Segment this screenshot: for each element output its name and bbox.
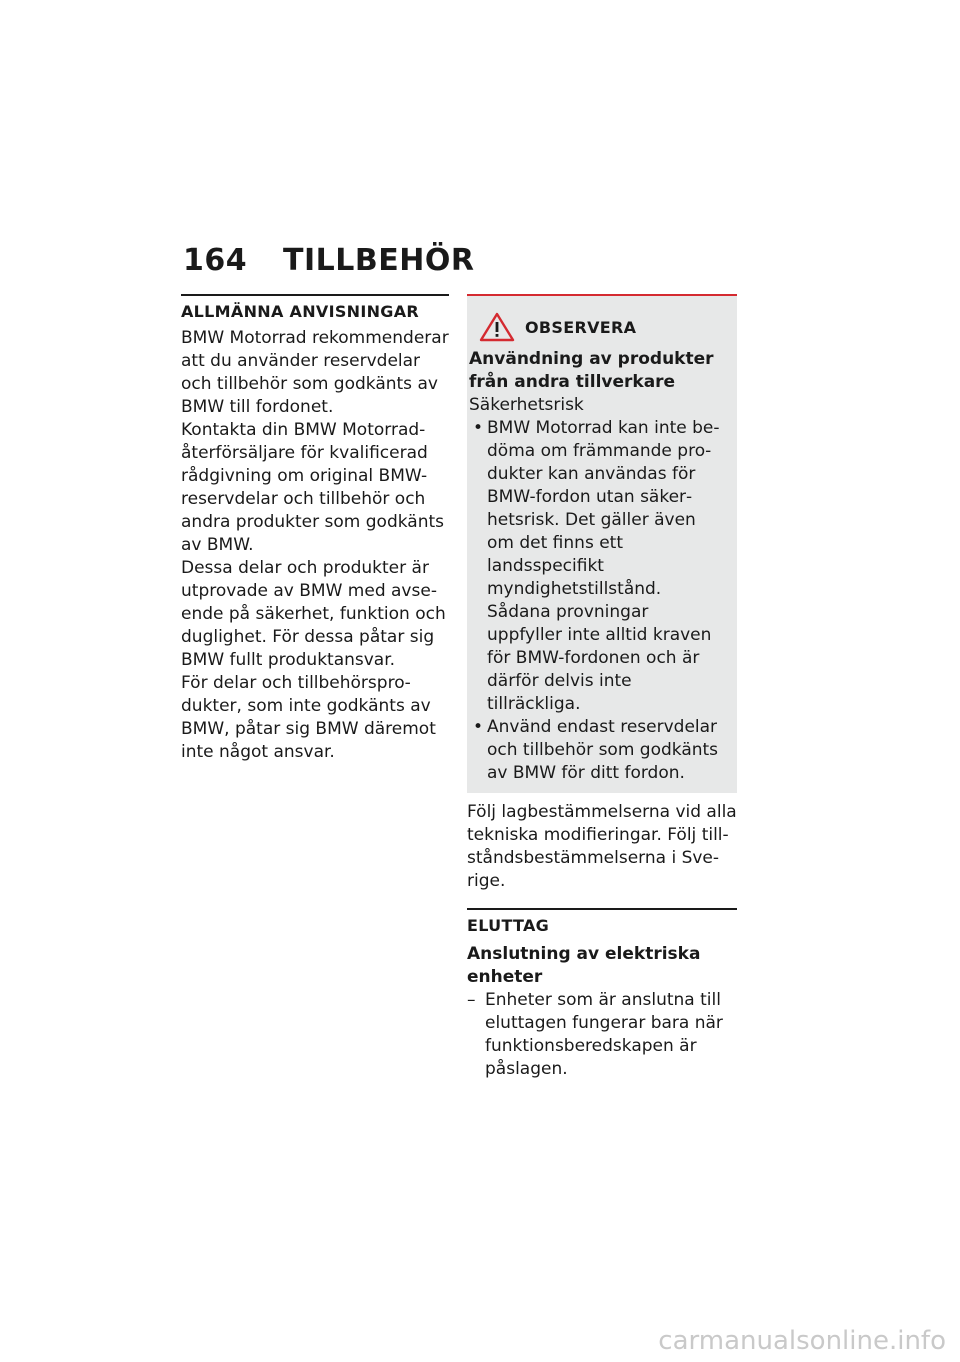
- paragraph-contact: Kontakta din BMW Motorrad-återförsäljare för kvalificerad rådgivning om original BMW-reservdelar och tillbehör och andra produkter som godkänts av BMW.: [181, 420, 444, 555]
- bullet-mark: •: [473, 418, 484, 438]
- left-column: [181, 294, 449, 764]
- section-title-socket: ELUTTAG: [467, 908, 737, 937]
- bullet-mark: •: [473, 717, 484, 737]
- paragraph-liability: För delar och tillbehörsprodukter, som inte godkänts av BMW, påtar sig BMW däremot inte något ansvar.: [181, 673, 436, 762]
- dash-mark: –: [467, 990, 476, 1010]
- list-item-text: Använd endast reservdelar och tillbehör som godkänts av BMW för ditt fordon.: [487, 717, 719, 783]
- section-socket: [467, 908, 737, 1081]
- page-number: 164: [183, 243, 248, 278]
- list-item-text: Enheter som är anslutna till eluttagen fungerar bara när funktionsberedskapen är påslagen.: [485, 990, 723, 1079]
- right-column: [467, 294, 737, 1081]
- warning-triangle-icon: [479, 312, 515, 342]
- warning-note-box: [467, 294, 737, 793]
- list-item: [469, 716, 727, 785]
- paragraph-recommendation: BMW Motorrad rekommenderar att du använder reservdelar och tillbehör som godkänts av BMW till fordonet.: [181, 328, 449, 417]
- note-list: [469, 417, 727, 785]
- list-item: [467, 989, 737, 1081]
- note-heading: Användning av produkter från andra tillverkare: [469, 349, 714, 392]
- watermark: carmanualsonline.info: [658, 1326, 946, 1356]
- page-header: [183, 243, 474, 278]
- list-item: [469, 417, 727, 716]
- socket-list: [467, 989, 737, 1081]
- paragraph-regulations: Följ lagbestämmelserna vid alla tekniska modifieringar. Följ tillståndsbestämmelserna i Sverige.: [467, 802, 737, 891]
- section-title-general: ALLMÄNNA ANVISNINGAR: [181, 294, 449, 323]
- note-risk: Säkerhetsrisk: [469, 395, 584, 415]
- socket-sub-heading: Anslutning av elektriska enheter: [467, 944, 701, 987]
- note-header: [469, 312, 727, 342]
- list-item-text: BMW Motorrad kan inte bedöma om främmande produkter kan användas för BMW-fordon utan säkerhetsrisk. Det gäller även om det finns ett landsspecifikt myndighetstillstånd. Sådana provningar uppfyller inte alltid kraven för BMW-fordonen och är därför delvis inte tillräckliga.: [487, 418, 720, 714]
- note-title: OBSERVERA: [525, 317, 637, 337]
- chapter-title: TILLBEHÖR: [283, 243, 475, 278]
- paragraph-tested: Dessa delar och produkter är utprovade av BMW med avseende på säkerhet, funktion och duglighet. För dessa påtar sig BMW fullt produktansvar.: [181, 558, 446, 670]
